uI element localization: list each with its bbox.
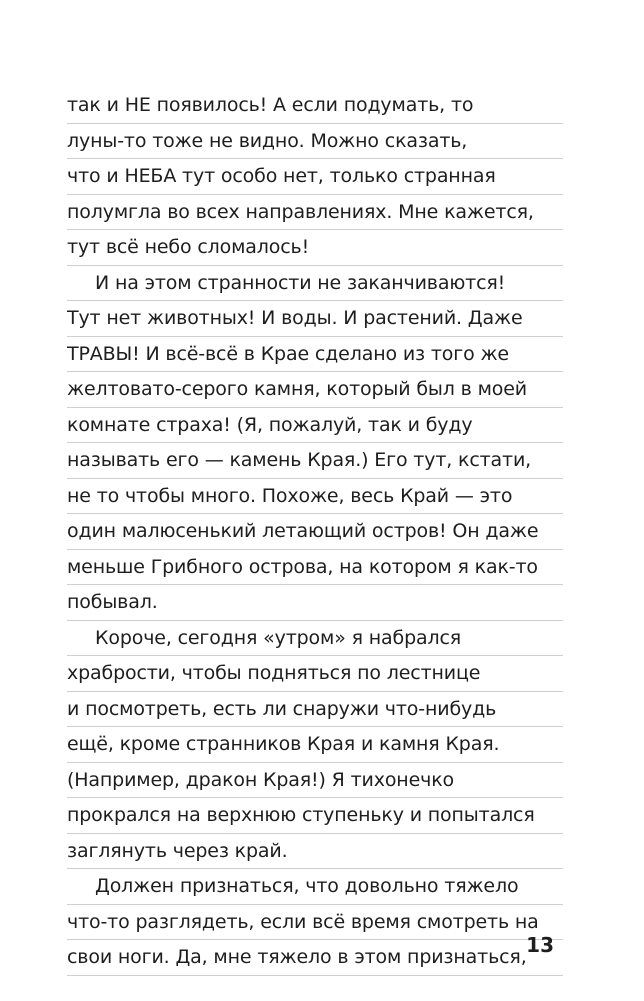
text-line: один малюсенький летающий остров! Он даже [67, 514, 563, 550]
text-line: называть его — камень Края.) Его тут, кстати, [67, 443, 563, 479]
ruled-text-block [67, 88, 563, 976]
text-line: ещё, кроме странников Края и камня Края. [67, 727, 563, 763]
text-line: так и НЕ появилось! А если подумать, то [67, 88, 563, 124]
text-line: комнате страха! (Я, пожалуй, так и буду [67, 408, 563, 444]
text-line: не то чтобы много. Похоже, весь Край — это [67, 479, 563, 515]
text-line: что и НЕБА тут особо нет, только странная [67, 159, 563, 195]
text-line: Короче, сегодня «утром» я набрался [67, 621, 563, 657]
text-line: храбрости, чтобы подняться по лестнице [67, 656, 563, 692]
text-line: тут всё небо сломалось! [67, 230, 563, 266]
text-line: луны-то тоже не видно. Можно сказать, [67, 124, 563, 160]
text-line: желтовато-серого камня, который был в моей [67, 372, 563, 408]
text-line: Тут нет животных! И воды. И растений. Даже [67, 301, 563, 337]
text-line: (Например, дракон Края!) Я тихонечко [67, 763, 563, 799]
text-line: ТРАВЫ! И всё-всё в Крае сделано из того же [67, 337, 563, 373]
text-line: Должен признаться, что довольно тяжело [67, 869, 563, 905]
text-line: меньше Грибного острова, на котором я как-то [67, 550, 563, 586]
text-line: заглянуть через край. [67, 834, 563, 870]
page-number: 13 [526, 933, 554, 957]
text-line: И на этом странности не заканчиваются! [67, 266, 563, 302]
text-line: полумгла во всех направлениях. Мне кажется, [67, 195, 563, 231]
text-line: и посмотреть, есть ли снаружи что-нибудь [67, 692, 563, 728]
text-line: что-то разглядеть, если всё время смотреть на [67, 905, 563, 941]
text-line: свои ноги. Да, мне тяжело в этом признаться, [67, 940, 563, 976]
text-line: побывал. [67, 585, 563, 621]
text-line: прокрался на верхнюю ступеньку и попытался [67, 798, 563, 834]
